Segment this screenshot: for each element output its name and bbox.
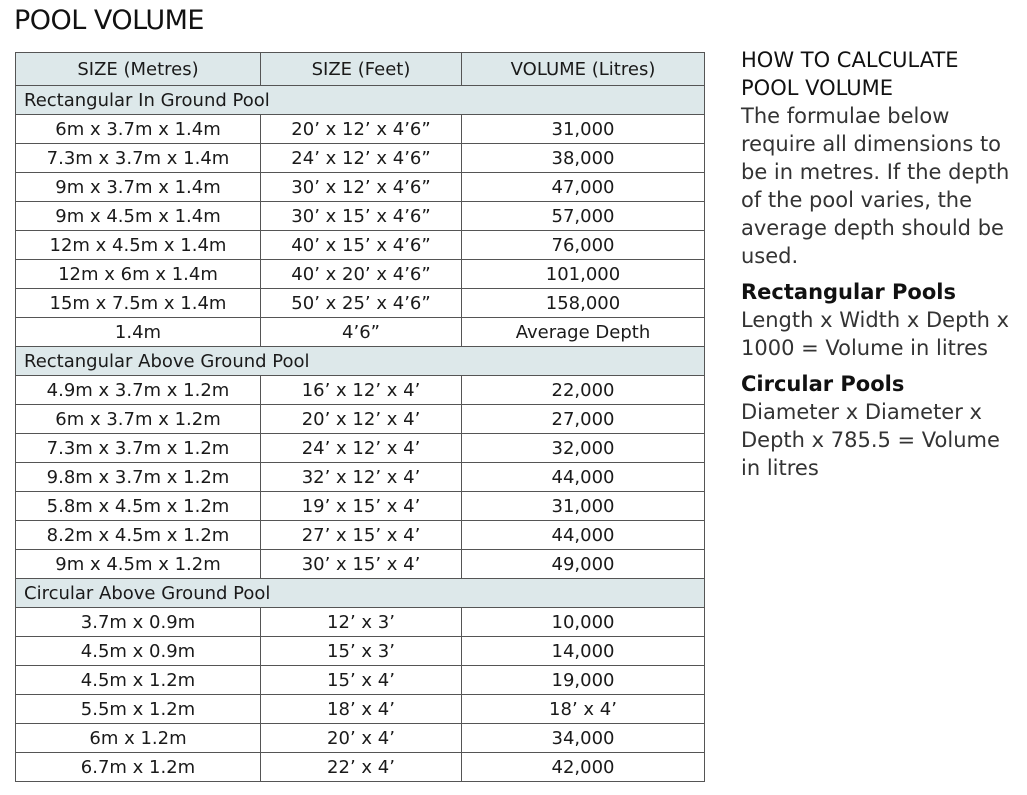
size-feet-cell: 24’ x 12’ x 4’ <box>261 434 462 463</box>
volume-litres-cell: 38,000 <box>462 144 705 173</box>
volume-litres-cell: 32,000 <box>462 434 705 463</box>
table-row <box>16 318 705 347</box>
size-feet-cell: 19’ x 15’ x 4’ <box>261 492 462 521</box>
calc-heading-line-1: HOW TO CALCULATE <box>741 48 959 72</box>
calc-heading-line-2: POOL VOLUME <box>741 76 894 100</box>
size-metres-cell: 6m x 3.7m x 1.4m <box>16 115 261 144</box>
table-row <box>16 405 705 434</box>
header-volume-litres: VOLUME (Litres) <box>462 53 705 86</box>
table-row <box>16 434 705 463</box>
size-feet-cell: 40’ x 15’ x 4’6” <box>261 231 462 260</box>
size-feet-cell: 12’ x 3’ <box>261 608 462 637</box>
size-metres-cell: 6m x 1.2m <box>16 724 261 753</box>
table-header <box>16 53 705 86</box>
table-row <box>16 724 705 753</box>
rectangular-formula: Length x Width x Depth x 1000 = Volume in litres <box>741 308 1010 360</box>
table-row <box>16 231 705 260</box>
size-feet-cell: 18’ x 4’ <box>261 695 462 724</box>
size-feet-cell: 15’ x 4’ <box>261 666 462 695</box>
size-metres-cell: 6m x 3.7m x 1.2m <box>16 405 261 434</box>
table-row <box>16 608 705 637</box>
group-row <box>16 579 705 608</box>
table-row <box>16 463 705 492</box>
size-feet-cell: 20’ x 4’ <box>261 724 462 753</box>
size-feet-cell: 50’ x 25’ x 4’6” <box>261 289 462 318</box>
volume-litres-cell: 76,000 <box>462 231 705 260</box>
table-row <box>16 695 705 724</box>
table-body <box>16 86 705 782</box>
table-row <box>16 144 705 173</box>
header-size-feet: SIZE (Feet) <box>261 53 462 86</box>
volume-litres-cell: 101,000 <box>462 260 705 289</box>
table-row <box>16 260 705 289</box>
volume-litres-cell: 22,000 <box>462 376 705 405</box>
group-row <box>16 86 705 115</box>
size-metres-cell: 1.4m <box>16 318 261 347</box>
volume-litres-cell: 31,000 <box>462 492 705 521</box>
size-feet-cell: 4’6” <box>261 318 462 347</box>
size-metres-cell: 7.3m x 3.7m x 1.2m <box>16 434 261 463</box>
size-feet-cell: 16’ x 12’ x 4’ <box>261 376 462 405</box>
size-metres-cell: 9m x 4.5m x 1.2m <box>16 550 261 579</box>
volume-litres-cell: 10,000 <box>462 608 705 637</box>
group-row <box>16 347 705 376</box>
size-feet-cell: 15’ x 3’ <box>261 637 462 666</box>
size-metres-cell: 4.9m x 3.7m x 1.2m <box>16 376 261 405</box>
volume-litres-cell: Average Depth <box>462 318 705 347</box>
page-title: POOL VOLUME <box>14 5 204 36</box>
size-feet-cell: 27’ x 15’ x 4’ <box>261 521 462 550</box>
calc-heading <box>741 46 1021 102</box>
size-metres-cell: 9m x 4.5m x 1.4m <box>16 202 261 231</box>
size-metres-cell: 15m x 7.5m x 1.4m <box>16 289 261 318</box>
size-metres-cell: 8.2m x 4.5m x 1.2m <box>16 521 261 550</box>
volume-litres-cell: 18’ x 4’ <box>462 695 705 724</box>
size-feet-cell: 40’ x 20’ x 4’6” <box>261 260 462 289</box>
table-row <box>16 666 705 695</box>
table-row <box>16 376 705 405</box>
volume-litres-cell: 47,000 <box>462 173 705 202</box>
table-row <box>16 521 705 550</box>
volume-litres-cell: 34,000 <box>462 724 705 753</box>
size-feet-cell: 32’ x 12’ x 4’ <box>261 463 462 492</box>
volume-litres-cell: 44,000 <box>462 463 705 492</box>
size-metres-cell: 9.8m x 3.7m x 1.2m <box>16 463 261 492</box>
size-feet-cell: 22’ x 4’ <box>261 753 462 782</box>
size-feet-cell: 30’ x 15’ x 4’ <box>261 550 462 579</box>
table-row <box>16 115 705 144</box>
size-metres-cell: 12m x 6m x 1.4m <box>16 260 261 289</box>
volume-litres-cell: 42,000 <box>462 753 705 782</box>
volume-litres-cell: 158,000 <box>462 289 705 318</box>
volume-litres-cell: 49,000 <box>462 550 705 579</box>
volume-litres-cell: 31,000 <box>462 115 705 144</box>
table-row <box>16 492 705 521</box>
size-metres-cell: 12m x 4.5m x 1.4m <box>16 231 261 260</box>
pool-volume-table <box>15 52 705 782</box>
calc-intro: The formulae below require all dimensions to be in metres. If the depth of the pool varies, the average depth should be used. <box>741 104 1010 268</box>
header-size-metres: SIZE (Metres) <box>16 53 261 86</box>
size-feet-cell: 30’ x 12’ x 4’6” <box>261 173 462 202</box>
table-row <box>16 637 705 666</box>
size-metres-cell: 5.5m x 1.2m <box>16 695 261 724</box>
group-label: Rectangular In Ground Pool <box>16 86 705 115</box>
table-row <box>16 753 705 782</box>
calculation-panel <box>741 46 1021 482</box>
table-row <box>16 202 705 231</box>
size-metres-cell: 7.3m x 3.7m x 1.4m <box>16 144 261 173</box>
size-metres-cell: 4.5m x 0.9m <box>16 637 261 666</box>
size-metres-cell: 4.5m x 1.2m <box>16 666 261 695</box>
size-metres-cell: 3.7m x 0.9m <box>16 608 261 637</box>
volume-litres-cell: 57,000 <box>462 202 705 231</box>
volume-litres-cell: 14,000 <box>462 637 705 666</box>
size-metres-cell: 6.7m x 1.2m <box>16 753 261 782</box>
size-feet-cell: 30’ x 15’ x 4’6” <box>261 202 462 231</box>
size-metres-cell: 9m x 3.7m x 1.4m <box>16 173 261 202</box>
size-feet-cell: 20’ x 12’ x 4’6” <box>261 115 462 144</box>
volume-litres-cell: 44,000 <box>462 521 705 550</box>
circular-formula-heading: Circular Pools <box>741 372 905 396</box>
table-row <box>16 173 705 202</box>
size-feet-cell: 20’ x 12’ x 4’ <box>261 405 462 434</box>
group-label: Rectangular Above Ground Pool <box>16 347 705 376</box>
table-row <box>16 289 705 318</box>
rectangular-formula-heading: Rectangular Pools <box>741 280 956 304</box>
circular-formula: Diameter x Diameter x Depth x 785.5 = Volume in litres <box>741 400 1000 480</box>
size-feet-cell: 24’ x 12’ x 4’6” <box>261 144 462 173</box>
header-row <box>16 53 705 86</box>
size-metres-cell: 5.8m x 4.5m x 1.2m <box>16 492 261 521</box>
group-label: Circular Above Ground Pool <box>16 579 705 608</box>
table-row <box>16 550 705 579</box>
volume-litres-cell: 19,000 <box>462 666 705 695</box>
volume-litres-cell: 27,000 <box>462 405 705 434</box>
